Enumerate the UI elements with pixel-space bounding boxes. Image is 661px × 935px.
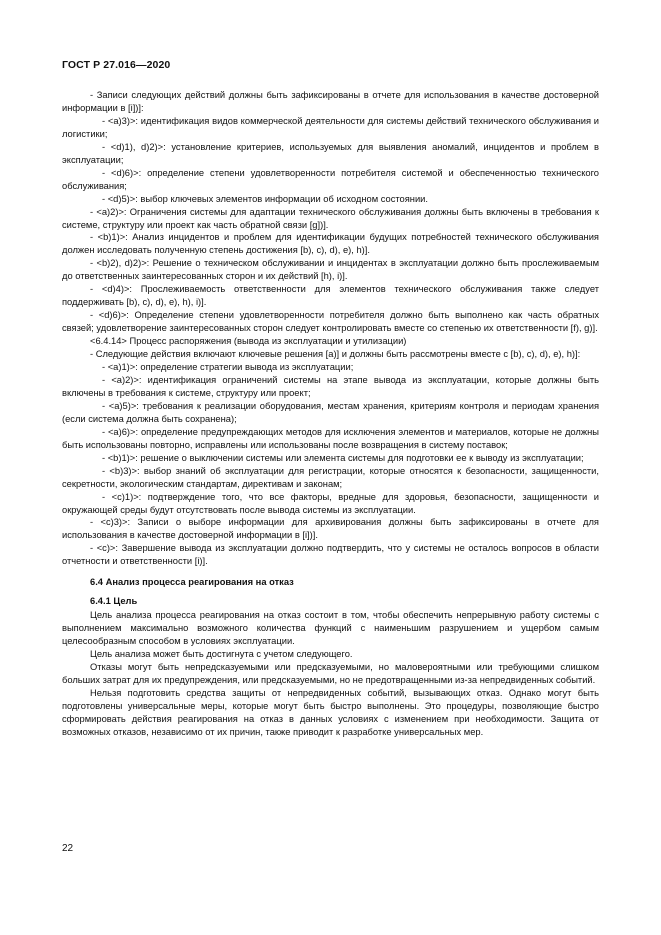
paragraph: - <a)6)>: определение предупреждающих методов для исключения элементов и материалов, которые не должны быть использованы повторно, исправлены или использованы после возвращения в систему поставок; — [62, 426, 599, 450]
paragraph: - <a)2)>: Ограничения системы для адаптации технического обслуживания должны быть включены в требования к системе, структуру или проект как часть обратной связи [g])]. — [62, 206, 599, 230]
paragraph: - <d)6)>: определение степени удовлетворенности потребителя системой и обеспеченностью технического обслуживания; — [62, 167, 599, 191]
paragraph: - <c)3)>: Записи о выборе информации для архивирования должны быть зафиксированы в отчете для использования в качестве достоверной информации в [i])]. — [62, 517, 599, 541]
paragraph: - <a)3)>: идентификация видов коммерческой деятельности для системы действий технического обслуживания и логистики; — [62, 115, 599, 139]
paragraph: - <a)2)>: идентификация ограничений системы на этапе вывода из эксплуатации, которые должны быть включены в требования к системе, структуру или проект; — [62, 374, 599, 398]
paragraph: - <a)1)>: определение стратегии вывода из эксплуатации; — [102, 362, 354, 373]
paragraph: - <b)1)>: Анализ инцидентов и проблем для идентификации будущих потребностей технического обслуживания должен исследовать полученную степень достижения [b), c), d), e), h)]. — [62, 232, 599, 256]
paragraph: - Следующие действия включают ключевые решения [a)] и должны быть рассмотрены вместе с [b), c), d), e), h)]: — [90, 349, 581, 360]
paragraph: <6.4.14> Процесс распоряжения (вывода из эксплуатации и утилизации) — [90, 336, 407, 347]
page-number: 22 — [62, 843, 74, 854]
paragraph: - <a)5)>: требования к реализации оборудования, местам хранения, критериям контроля и периодам хранения (если система должна быть сохранена); — [62, 400, 599, 424]
paragraph: - <b)2), d)2)>: Решение о техническом обслуживании и инцидентах в эксплуатации должно быть прослеживаемым до ответственных заинтересованных сторон и их действий [h), i)]. — [62, 258, 599, 282]
paragraph: - Записи следующих действий должны быть зафиксированы в отчете для использования в качестве достоверной информации в [i])]: — [62, 90, 599, 113]
paragraph: - <b)3)>: выбор знаний об эксплуатации для регистрации, которые относятся к безопасности, защищенности, секретности, экологическим стандартам, директивам и законам; — [62, 465, 599, 489]
document-body — [62, 89, 599, 739]
paragraph: - <d)1), d)2)>: установление критериев, используемых для выявления аномалий, инцидентов и проблем в эксплуатации; — [62, 141, 599, 165]
paragraph: - <d)4)>: Прослеживаемость ответственности для элементов технического обслуживания также следует поддерживать [b), c), d), e), h), i)]. — [62, 284, 599, 308]
paragraph: - <c)>: Завершение вывода из эксплуатации должно подтвердить, что у системы не осталось вопросов в области отчетности и ответственности [i)]. — [62, 543, 599, 567]
paragraph: - <d)6)>: Определение степени удовлетворенности потребителя должно быть выполнено как часть обратных связей; удовлетворение заинтересованных сторон следует контролировать вместе со степенью их ответственности [f), g)]. — [62, 310, 599, 334]
paragraph: - <b)1)>: решение о выключении системы или элемента системы для подготовки ее к выводу из эксплуатации; — [102, 452, 584, 463]
section-heading: 6.4 Анализ процесса реагирования на отказ — [90, 577, 294, 588]
section-heading: 6.4.1 Цель — [90, 596, 138, 607]
document-header: ГОСТ Р 27.016—2020 — [62, 59, 171, 71]
paragraph: Нельзя подготовить средства защиты от непредвиденных событий, вызывающих отказ. Однако могут быть подготовлены универсальные меры, которые могут быть быстро выполнены. Это процедуры, позволяющие быстро сформировать действия реагирования на отказ в данных условиях с изменением при необходимости. Защита от возможных отказов, независимо от их причин, также приводит к разработке универсальных мер. — [62, 687, 599, 737]
paragraph: - <c)1)>: подтверждение того, что все факторы, вредные для здоровья, безопасности, защищенности и окружающей среды будут отсутствовать после вывода системы из эксплуатации. — [62, 491, 599, 515]
paragraph: Цель анализа процесса реагирования на отказ состоит в том, чтобы обеспечить непрерывную работу системы с выполнением максимально возможного количества функций с наименьшим разрушением и ущербом самым целесообразным способом в условиях эксплуатации. — [62, 610, 599, 647]
paragraph: Отказы могут быть непредсказуемыми или предсказуемыми, но маловероятными или требующими слишком больших затрат для их предупреждения, или предсказуемыми, но не предотвращенными из-за непредвиденных событий. — [62, 661, 599, 685]
paragraph: Цель анализа может быть достигнута с учетом следующего. — [90, 649, 353, 660]
paragraph: - <d)5)>: выбор ключевых элементов информации об исходном состоянии. — [102, 193, 428, 204]
